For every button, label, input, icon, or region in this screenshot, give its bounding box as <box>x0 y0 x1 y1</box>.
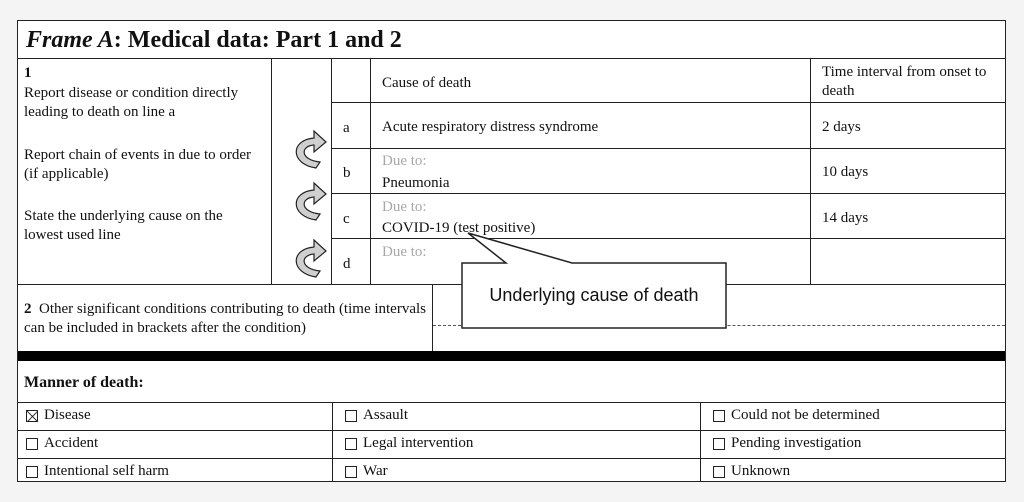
frame-title-italic: Frame A <box>26 27 114 53</box>
part2-description: Other significant conditions contributing to death (time intervals can be included in brackets after the condition) <box>24 301 426 336</box>
option-label: War <box>363 463 388 479</box>
manner-title: Manner of death: <box>24 374 144 391</box>
option-label: Legal intervention <box>363 435 474 451</box>
option-disease[interactable] <box>26 406 91 425</box>
checkbox-icon[interactable] <box>345 438 357 450</box>
checkbox-icon[interactable] <box>345 410 357 422</box>
cause-value: COVID-19 (test positive) <box>382 220 536 236</box>
divider <box>332 402 333 482</box>
option-unknown[interactable] <box>713 462 790 481</box>
col-header-cause: Cause of death <box>382 75 472 91</box>
row-letter: a <box>343 120 350 136</box>
option-label: Unknown <box>731 463 791 479</box>
cause-value: Acute respiratory distress syndrome <box>382 119 599 135</box>
col-header-interval: Time interval from onset to death <box>822 64 987 99</box>
row-letter: d <box>343 256 351 272</box>
option-could-not-be-determined[interactable] <box>713 406 880 425</box>
option-war[interactable] <box>345 462 388 481</box>
checkbox-icon[interactable] <box>713 438 725 450</box>
option-accident[interactable] <box>26 434 98 453</box>
divider <box>18 402 1005 403</box>
callout-label: Underlying cause of death <box>489 285 699 305</box>
due-to-label: Due to: <box>382 153 427 169</box>
part1-number: 1 <box>24 65 32 81</box>
divider <box>700 402 701 482</box>
part2-number: 2 <box>24 301 32 317</box>
checkbox-checked-icon[interactable] <box>26 410 38 422</box>
row-letter: b <box>343 165 351 181</box>
option-label: Accident <box>44 435 99 451</box>
option-pending-investigation[interactable] <box>713 434 861 453</box>
option-label: Could not be determined <box>731 407 880 423</box>
part2-text <box>24 300 428 338</box>
option-legal-intervention[interactable] <box>345 434 473 453</box>
due-to-label: Due to: <box>382 199 427 215</box>
interval-value: 14 days <box>822 210 869 226</box>
row-letter: c <box>343 211 350 227</box>
option-assault[interactable] <box>345 406 408 425</box>
divider <box>18 430 1005 431</box>
thick-bar <box>18 351 1005 361</box>
checkbox-icon[interactable] <box>26 438 38 450</box>
cause-value: Pneumonia <box>382 175 450 191</box>
option-label: Intentional self harm <box>44 463 169 479</box>
due-to-label: Due to: <box>382 244 427 260</box>
checkbox-icon[interactable] <box>713 410 725 422</box>
frame-title-rest: : Medical data: Part 1 and 2 <box>113 27 402 53</box>
option-intentional-self-harm[interactable] <box>26 462 169 481</box>
checkbox-icon[interactable] <box>26 466 38 478</box>
medical-data-frame <box>17 20 1006 482</box>
option-label: Disease <box>44 407 91 423</box>
option-label: Pending investigation <box>731 435 862 451</box>
checkbox-icon[interactable] <box>713 466 725 478</box>
interval-value: 10 days <box>822 164 869 180</box>
instruction-chain: Report chain of events in due to order (if applicable) <box>24 147 252 182</box>
instruction-line-a: Report disease or condition directly leading to death on line a <box>24 85 239 120</box>
divider <box>18 458 1005 459</box>
option-label: Assault <box>363 407 408 423</box>
checkbox-icon[interactable] <box>345 466 357 478</box>
interval-value: 2 days <box>822 119 861 135</box>
instruction-underlying: State the underlying cause on the lowest used line <box>24 208 223 243</box>
